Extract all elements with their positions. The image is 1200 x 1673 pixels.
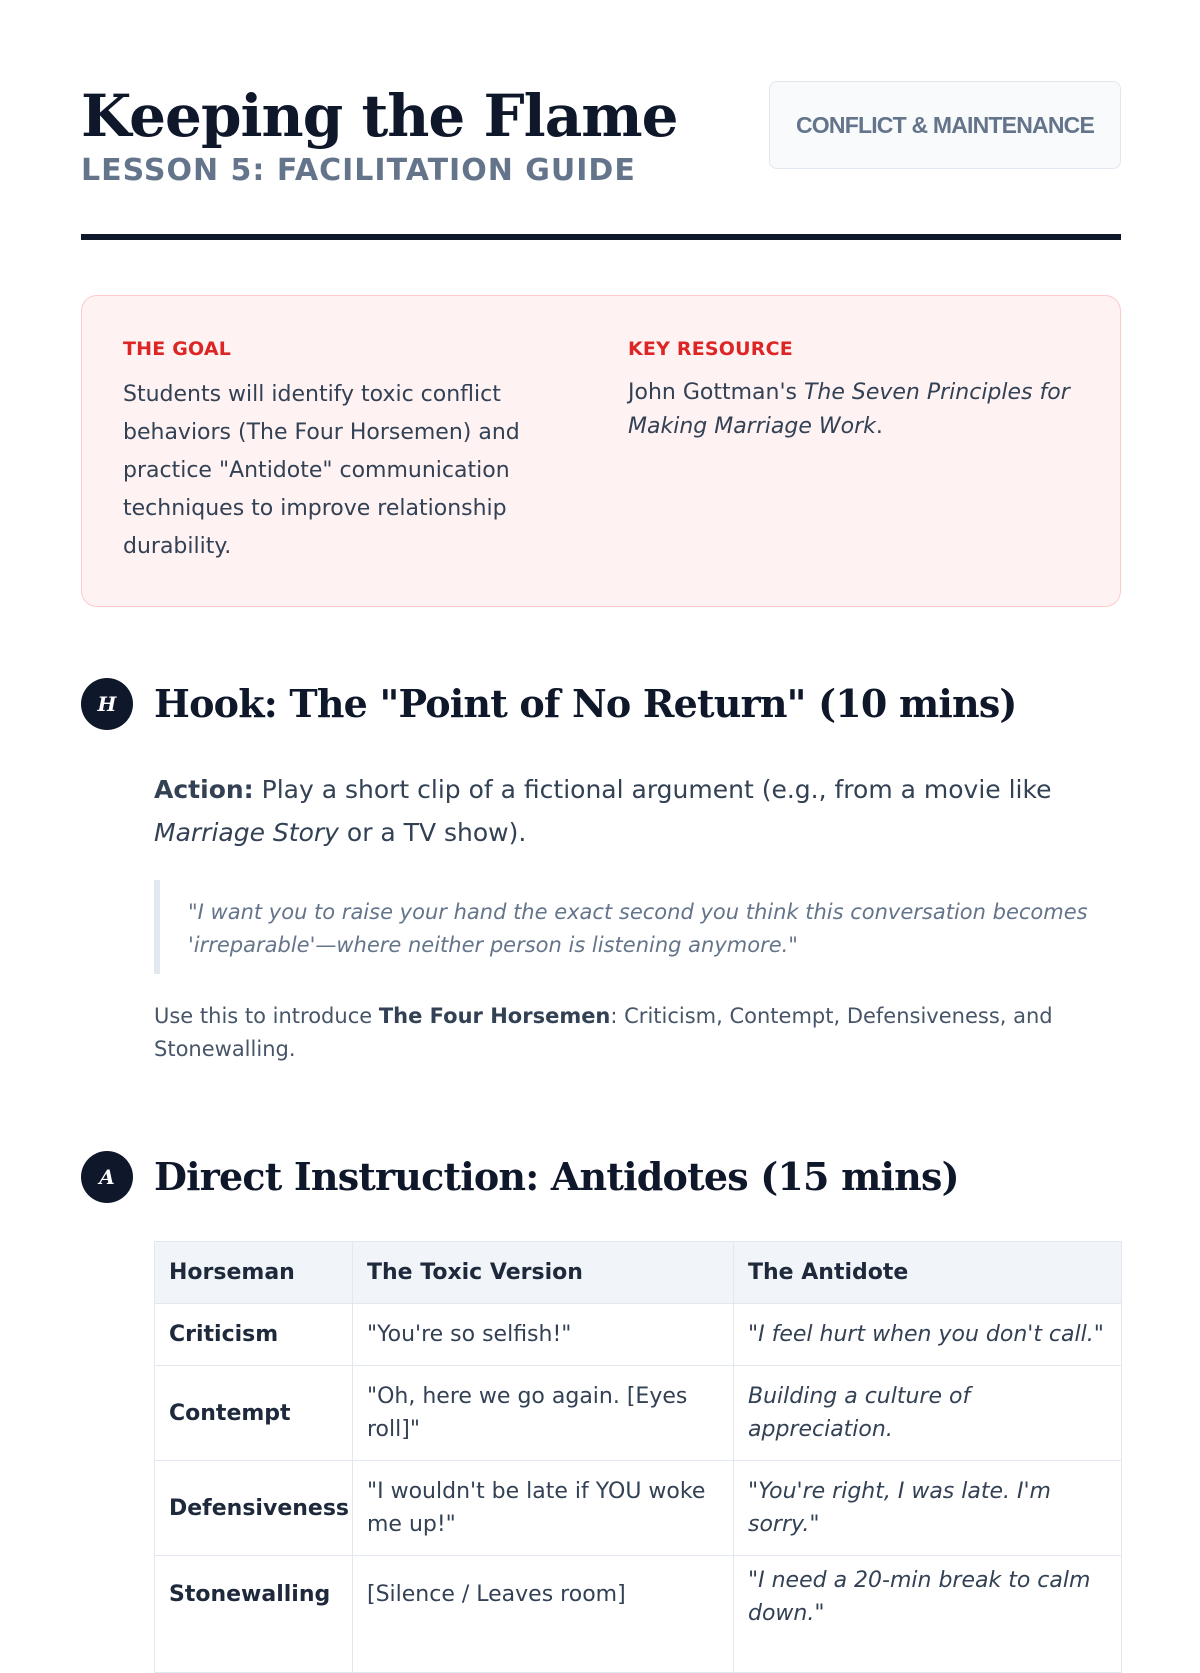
hook-marker: H [81, 678, 133, 730]
resource-label: KEY RESOURCE [628, 338, 793, 360]
facilitator-quote: "I want you to raise your hand the exact second you think this conversation becomes 'irreparable'—where neither person is listening anymore." [154, 880, 1121, 974]
toxic-cell: "Oh, here we go again. [Eyes roll]" [353, 1366, 734, 1461]
action-suffix: or a TV show). [338, 818, 527, 847]
resource-prefix: John Gottman's [628, 380, 804, 405]
toxic-cell: "I wouldn't be late if YOU woke me up!" [353, 1461, 734, 1556]
action-text [154, 768, 1121, 854]
instruction-marker: A [81, 1151, 133, 1203]
antidote-cell: "I need a 20-min break to calm down." [734, 1556, 1122, 1673]
antidotes-table [154, 1241, 1122, 1673]
resource-text [628, 376, 1088, 444]
table-row [155, 1304, 1122, 1366]
horseman-cell: Stonewalling [155, 1556, 353, 1673]
table-header-row [155, 1242, 1122, 1304]
table-row [155, 1556, 1122, 1673]
instruction-title: Direct Instruction: Antidotes (15 mins) [154, 1154, 959, 1199]
horseman-cell: Criticism [155, 1304, 353, 1366]
antidote-cell: "You're right, I was late. I'm sorry." [734, 1461, 1122, 1556]
column-header-horseman: Horseman [155, 1242, 353, 1304]
table-row [155, 1366, 1122, 1461]
hook-section-header [81, 676, 1121, 732]
lesson-page [81, 0, 1121, 1626]
toxic-cell: [Silence / Leaves room] [353, 1556, 734, 1673]
action-body: Play a short clip of a fictional argument (e.g., from a movie like [253, 775, 1052, 804]
antidote-cell: "I feel hurt when you don't call." [734, 1304, 1122, 1366]
goal-column [123, 336, 543, 566]
antidotes-table-wrapper [154, 1241, 1121, 1673]
goal-text: Students will identify toxic conflict behaviors (The Four Horsemen) and practice "Antidote" communication techniques to improve relationship durability. [123, 382, 520, 559]
horseman-cell: Contempt [155, 1366, 353, 1461]
intro-prefix: Use this to introduce [154, 1004, 379, 1028]
action-film: Marriage Story [154, 818, 339, 847]
goal-box [81, 295, 1121, 607]
intro-text [154, 1000, 1121, 1066]
resource-book-title: The Seven Principles for Making Marriage Work [628, 380, 1070, 439]
horseman-cell: Defensiveness [155, 1461, 353, 1556]
hook-intro [154, 1000, 1121, 1066]
action-label: Action: [154, 775, 254, 804]
intro-suffix: : Criticism, Contempt, Defensiveness, and Stonewalling. [154, 1004, 1053, 1061]
column-header-antidote: The Antidote [734, 1242, 1122, 1304]
lesson-subtitle: LESSON 5: FACILITATION GUIDE [81, 153, 636, 188]
header-divider [81, 234, 1121, 240]
topic-badge: CONFLICT & MAINTENANCE [769, 81, 1121, 169]
page-title: Keeping the Flame [81, 82, 678, 150]
resource-suffix: . [875, 414, 883, 439]
intro-bold: The Four Horsemen [378, 1004, 611, 1028]
table-row [155, 1461, 1122, 1556]
instruction-section-header [81, 1149, 1121, 1205]
column-header-toxic: The Toxic Version [353, 1242, 734, 1304]
page-header [81, 0, 1121, 240]
toxic-cell: "You're so selfish!" [353, 1304, 734, 1366]
resource-column [628, 336, 1088, 444]
goal-label: THE GOAL [123, 338, 232, 360]
hook-action [154, 768, 1121, 854]
hook-title: Hook: The "Point of No Return" (10 mins) [154, 681, 1017, 726]
antidote-cell: Building a culture of appreciation. [734, 1366, 1122, 1461]
